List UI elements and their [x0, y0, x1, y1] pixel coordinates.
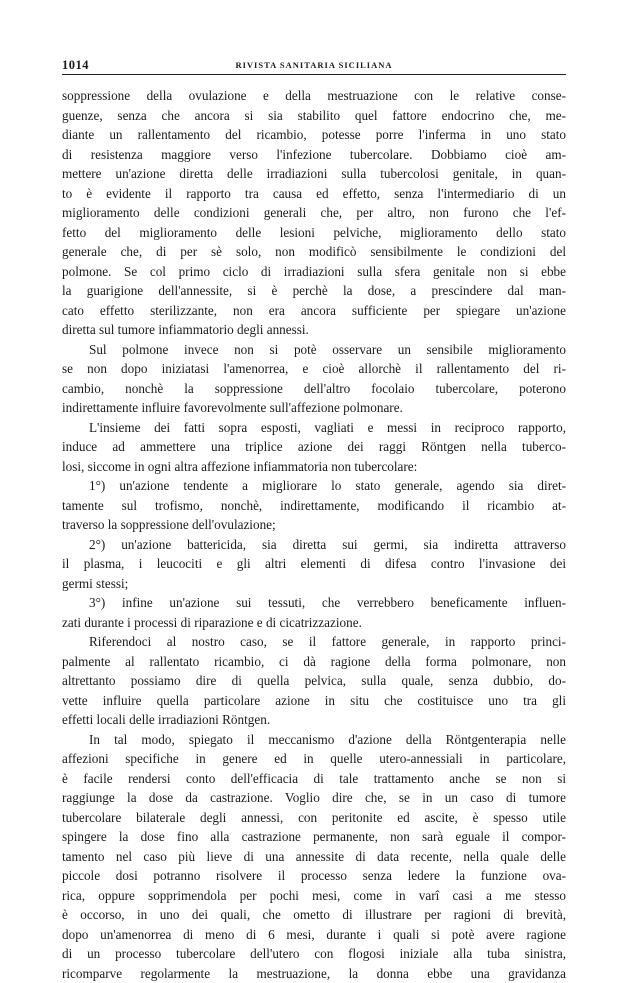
text-line: altrettanto possiamo dire di quella pelvica, sulla quale, senza dubbio, do-: [62, 671, 566, 691]
text-line: miglioramento delle condizioni generali che, per altro, non furono che l'ef-: [62, 203, 566, 223]
text-line: 3°) infine un'azione sui tessuti, che verrebbero beneficamente influen-: [62, 593, 566, 613]
text-line: tamente sul trofismo, nonchè, indirettamente, modificando il ricambio at-: [62, 496, 566, 516]
page-number: 1014: [62, 58, 89, 73]
text-line: L'insieme dei fatti sopra esposti, vagliati e messi in reciproco rapporto,: [62, 418, 566, 438]
text-line: indirettamente influire favorevolmente sull'affezione polmonare.: [62, 398, 566, 418]
running-title: RIVISTA SANITARIA SICILIANA: [62, 60, 566, 70]
text-line: spingere la dose fino alla castrazione permanente, non sarà eguale il compor-: [62, 827, 566, 847]
text-line: zati durante i processi di riparazione e di cicatrizzazione.: [62, 613, 566, 633]
text-line: polmone. Se col primo ciclo di irradiazioni sulla sfera genitale non si ebbe: [62, 262, 566, 282]
text-line: rica, oppure sopprimendola per pochi mesi, come in varî casi a me stesso: [62, 886, 566, 906]
text-line: di un processo tubercolare dell'utero con flogosi iniziale alla tuba sinistra,: [62, 944, 566, 964]
text-line: induce ad ammettere una triplice azione dei raggi Röntgen nella tuberco-: [62, 437, 566, 457]
text-line: diretta sul tumore infiammatorio degli annessi.: [62, 320, 566, 340]
text-line: traverso la soppressione dell'ovulazione;: [62, 515, 566, 535]
text-line: germi stessi;: [62, 574, 566, 594]
text-line: effetti locali delle irradiazioni Röntgen.: [62, 710, 566, 730]
text-line: affezioni specifiche in genere ed in quelle utero-annessiali in particolare,: [62, 749, 566, 769]
text-line: tubercolare bilaterale degli annessi, con peritonite ed ascite, è spesso utile: [62, 808, 566, 828]
text-line: è facile rendersi conto dell'efficacia di tale trattamento anche se non si: [62, 769, 566, 789]
text-line: 1°) un'azione tendente a migliorare lo stato generale, agendo sia diret-: [62, 476, 566, 496]
text-line: Riferendoci al nostro caso, se il fattore generale, in rapporto princi-: [62, 632, 566, 652]
text-line: la guarigione dell'annessite, si è perchè la dose, a prescindere dal man-: [62, 281, 566, 301]
text-line: raggiunge la dose da castrazione. Voglio dire che, se in un caso di tumore: [62, 788, 566, 808]
text-line: soppressione della ovulazione e della mestruazione con le relative conse-: [62, 86, 566, 106]
text-line: Sul polmone invece non si potè osservare un sensibile miglioramento: [62, 340, 566, 360]
text-line: cato effetto sterilizzante, non era ancora sufficiente per spiegare un'azione: [62, 301, 566, 321]
text-line: mettere un'azione diretta delle irradiazioni sulla tubercolosi genitale, in quan-: [62, 164, 566, 184]
text-line: generale che, di per sè solo, non modificò sensibilmente le condizioni del: [62, 242, 566, 262]
body-text: [62, 86, 566, 983]
text-line: palmente al rallentato ricambio, ci dà ragione della forma polmonare, non: [62, 652, 566, 672]
text-line: vette influire quella particolare azione in situ che costituisce uno tra gli: [62, 691, 566, 711]
text-line: In tal modo, spiegato il meccanismo d'azione della Röntgenterapia nelle: [62, 730, 566, 750]
text-line: è occorso, in uno dei quali, che ometto di illustrare per ragioni di brevità,: [62, 905, 566, 925]
text-line: dopo un'amenorrea di meno di 6 mesi, durante i quali si potè avere ragione: [62, 925, 566, 945]
text-line: fetto del miglioramento delle lesioni pelviche, miglioramento dello stato: [62, 223, 566, 243]
page-header: [62, 58, 566, 75]
text-line: piccole dosi potranno risolvere il processo senza ledere la funzione ova-: [62, 866, 566, 886]
text-line: guenze, senza che ancora si sia stabilito quel fattore endocrino che, me-: [62, 106, 566, 126]
text-line: to è evidente il rapporto tra causa ed effetto, senza l'intermediario di un: [62, 184, 566, 204]
text-line: tamento nel caso più lieve di una annessite di data recente, nella quale delle: [62, 847, 566, 867]
text-line: il plasma, i leucociti e gli altri elementi di difesa contro l'invasione dei: [62, 554, 566, 574]
text-line: 2°) un'azione battericida, sia diretta sui germi, sia indiretta attraverso: [62, 535, 566, 555]
text-line: losi, siccome in ogni altra affezione infiammatoria non tubercolare:: [62, 457, 566, 477]
text-line: se non dopo iniziatasi l'amenorrea, e cioè allorchè il rallentamento del ri-: [62, 359, 566, 379]
text-line: di resistenza maggiore verso l'infezione tubercolare. Dobbiamo cioè am-: [62, 145, 566, 165]
text-line: ricomparve regolarmente la mestruazione, la donna ebbe una gravidanza: [62, 964, 566, 983]
text-line: cambio, nonchè la soppressione dell'altro focolaio tubercolare, poterono: [62, 379, 566, 399]
text-line: diante un rallentamento del ricambio, potesse porre l'inferma in uno stato: [62, 125, 566, 145]
